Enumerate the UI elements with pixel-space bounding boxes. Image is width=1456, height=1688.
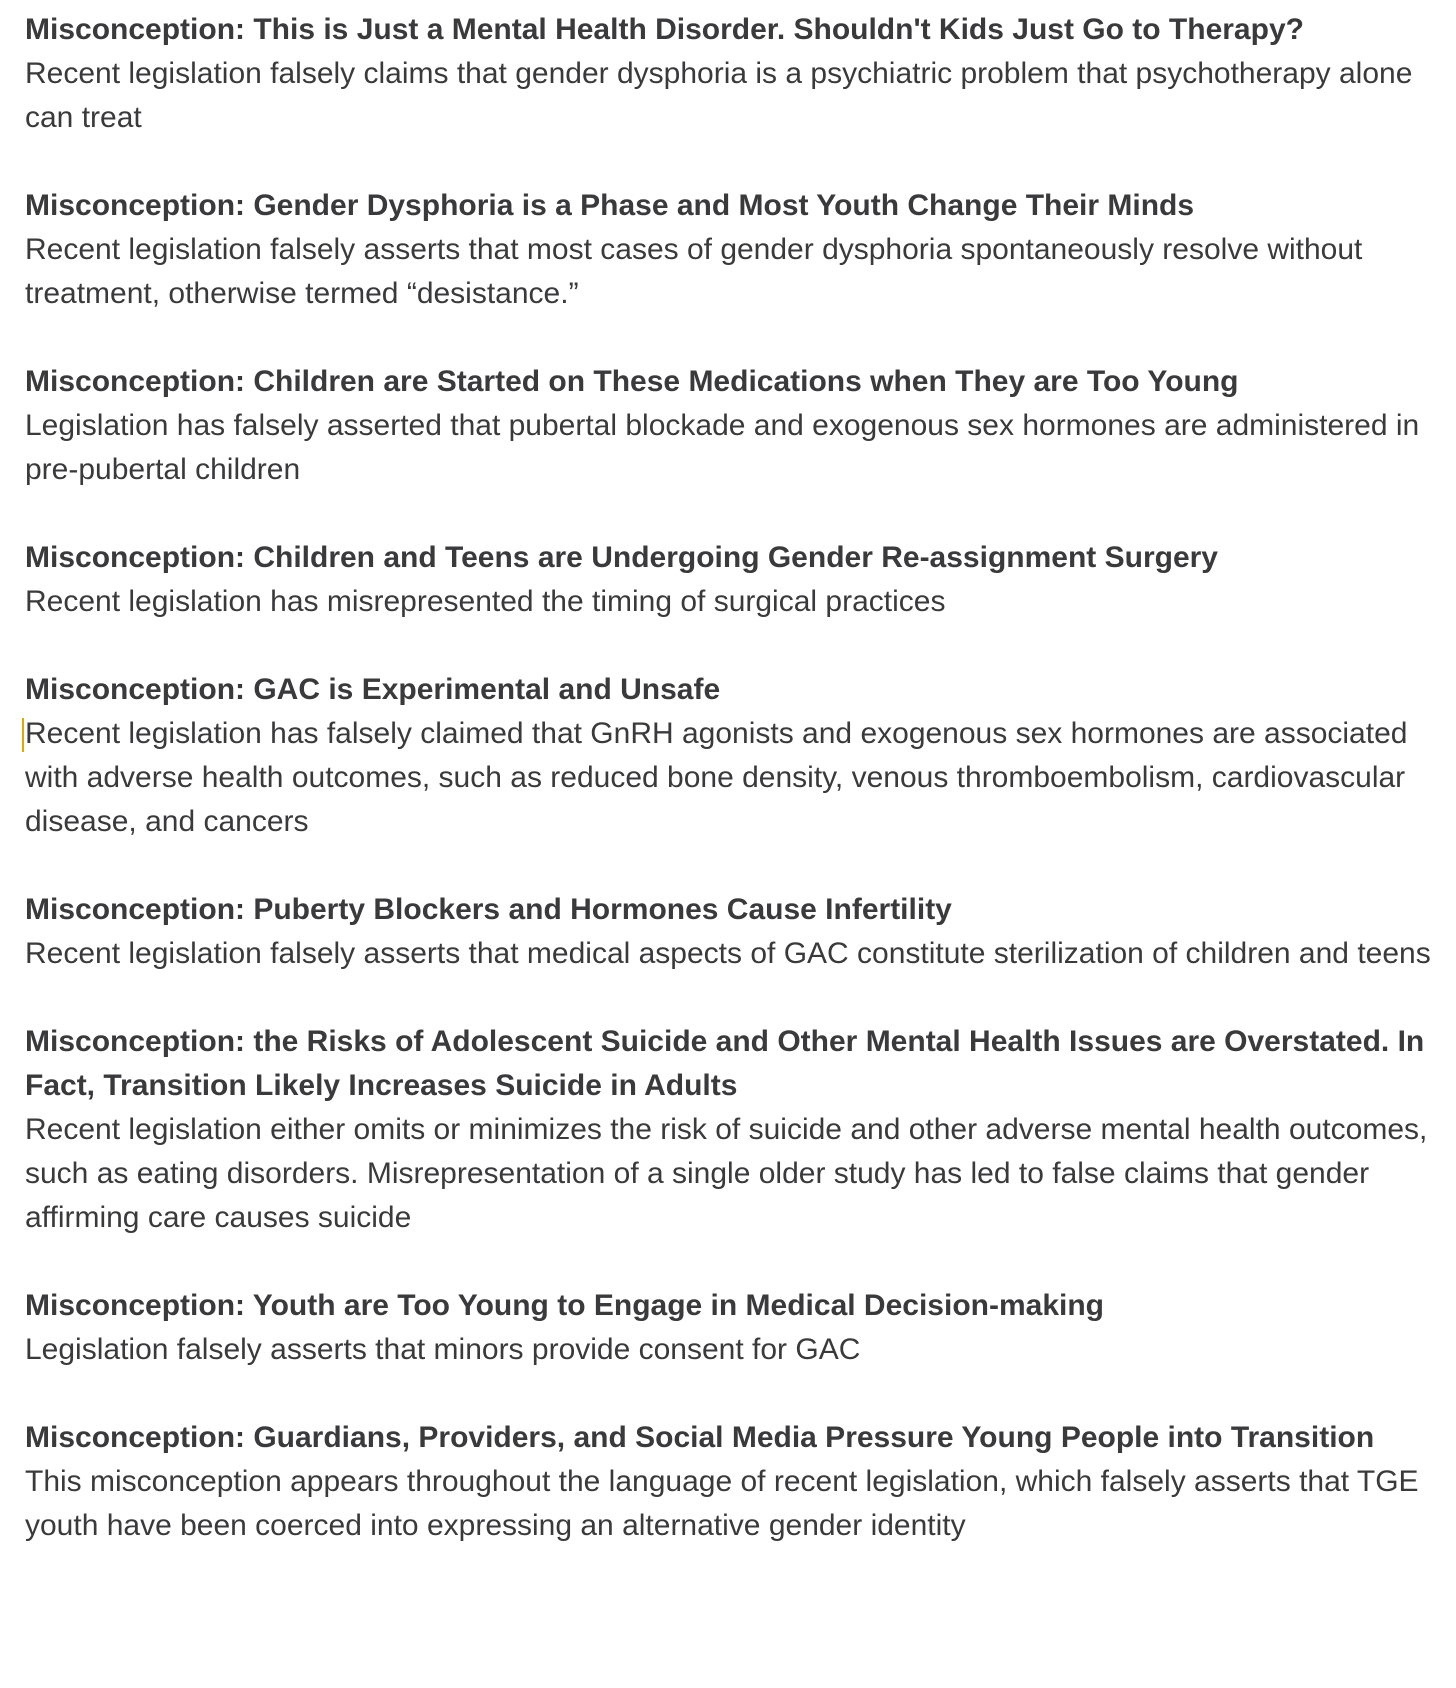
document-body[interactable] [25,8,1435,1592]
misconception-heading: Misconception: GAC is Experimental and Unsafe [25,673,721,706]
misconception-heading: Misconception: Children are Started on These Medications when They are Too Young [25,365,1239,398]
misconception-entry-3 [25,360,1435,492]
misconception-description: Legislation falsely asserts that minors provide consent for GAC [25,1333,861,1366]
misconception-entry-7 [25,1020,1435,1240]
misconception-heading: Misconception: the Risks of Adolescent Suicide and Other Mental Health Issues are Overstated. In Fact, Transition Likely Increases Suicide in Adults [25,1025,1425,1102]
misconception-entry-8 [25,1284,1435,1372]
misconception-description-container[interactable] [25,712,1435,844]
misconception-description: Recent legislation has misrepresented the timing of surgical practices [25,585,946,618]
misconception-description: This misconception appears throughout the language of recent legislation, which falsely asserts that TGE youth have been coerced into expressing an alternative gender identity [25,1465,1419,1542]
misconception-entry-1 [25,8,1435,140]
misconception-entry-9 [25,1416,1435,1548]
misconception-description: Recent legislation falsely asserts that medical aspects of GAC constitute sterilization of children and teens [25,937,1431,970]
misconception-entry-5 [25,668,1435,844]
misconception-heading: Misconception: This is Just a Mental Health Disorder. Shouldn't Kids Just Go to Therapy? [25,13,1304,46]
misconception-heading: Misconception: Guardians, Providers, and Social Media Pressure Young People into Transition [25,1421,1375,1454]
misconception-heading: Misconception: Children and Teens are Undergoing Gender Re-assignment Surgery [25,541,1218,574]
text-cursor [22,718,24,752]
misconception-entry-6 [25,888,1435,976]
misconception-heading: Misconception: Gender Dysphoria is a Phase and Most Youth Change Their Minds [25,189,1195,222]
misconception-description: Recent legislation falsely asserts that most cases of gender dysphoria spontaneously resolve without treatment, otherwise termed “desistance.” [25,233,1363,310]
misconception-description: Recent legislation either omits or minimizes the risk of suicide and other adverse mental health outcomes, such as eating disorders. Misrepresentation of a single older study has led to false claims that gender affirming care causes suicide [25,1113,1428,1234]
misconception-heading: Misconception: Youth are Too Young to Engage in Medical Decision-making [25,1289,1104,1322]
misconception-description: Recent legislation has falsely claimed that GnRH agonists and exogenous sex hormones are associated with adverse health outcomes, such as reduced bone density, venous thromboembolism, cardiovascular disease, and cancers [25,717,1408,838]
misconception-description: Legislation has falsely asserted that pubertal blockade and exogenous sex hormones are administered in pre-pubertal children [25,409,1420,486]
misconception-heading: Misconception: Puberty Blockers and Hormones Cause Infertility [25,893,952,926]
misconception-entry-4 [25,536,1435,624]
misconception-entry-2 [25,184,1435,316]
misconception-description: Recent legislation falsely claims that gender dysphoria is a psychiatric problem that psychotherapy alone can treat [25,57,1413,134]
